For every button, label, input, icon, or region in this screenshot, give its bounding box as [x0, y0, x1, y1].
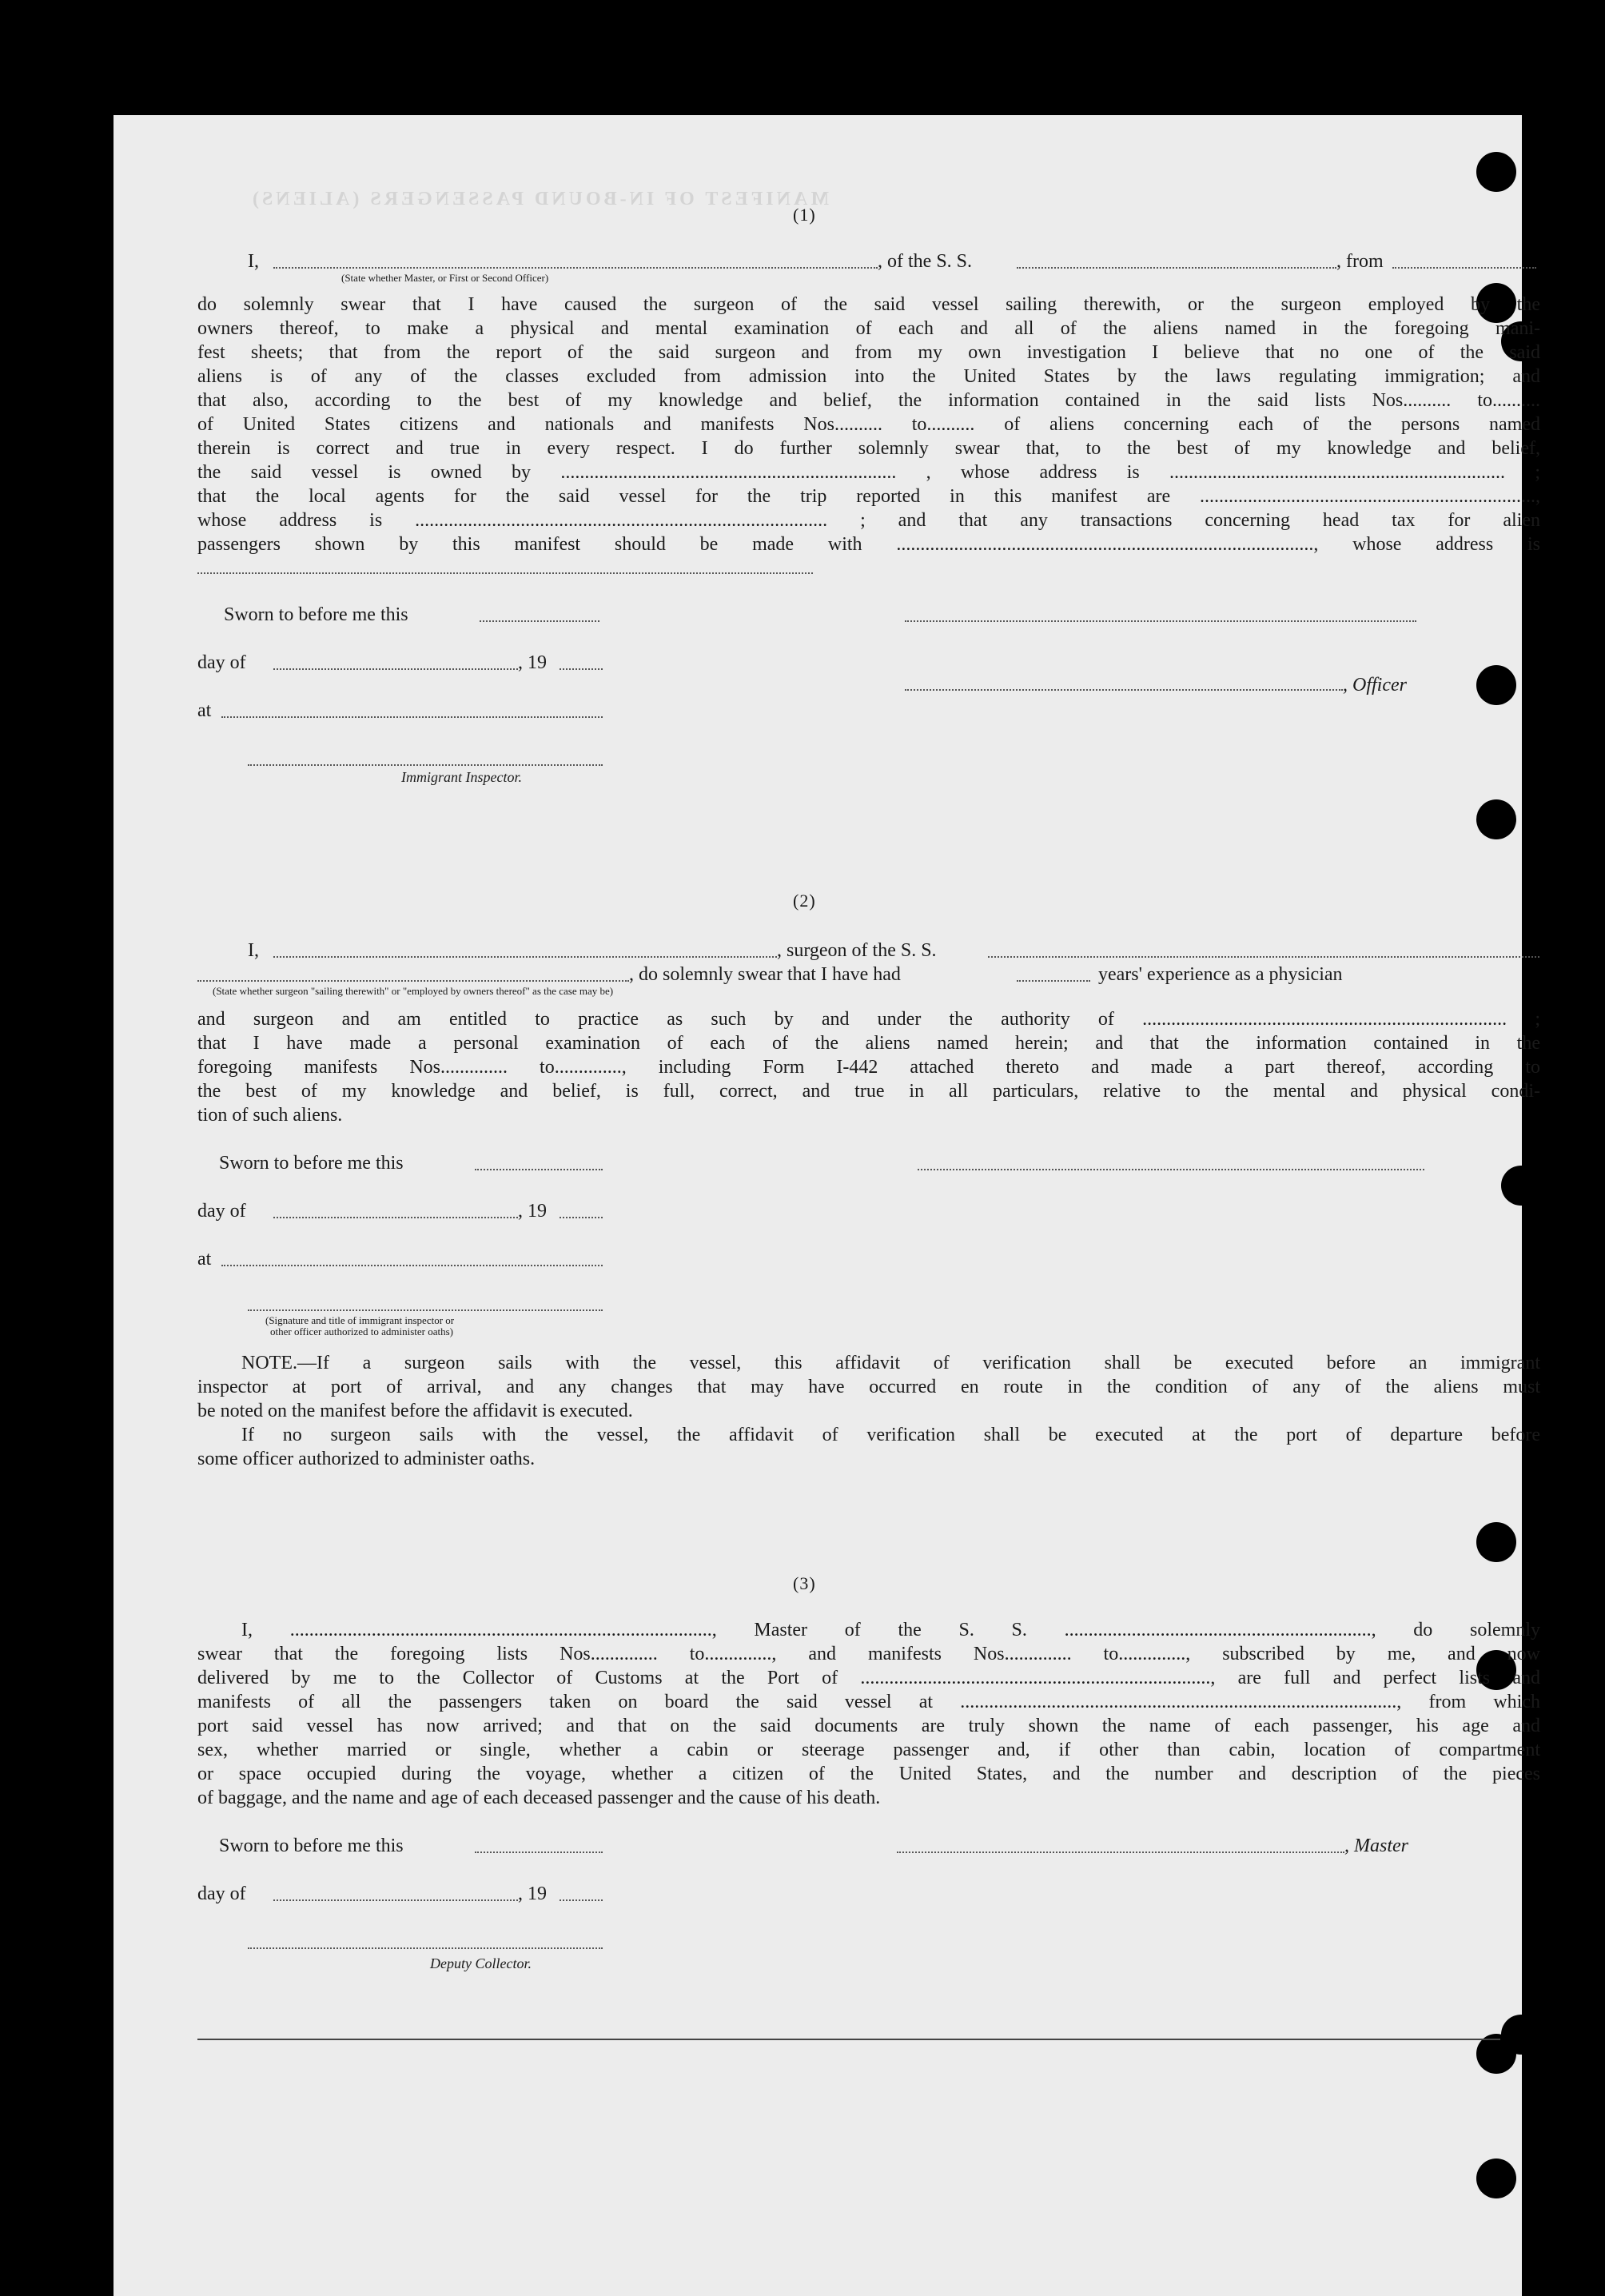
master-label: , Master	[1344, 1836, 1408, 1856]
deputy-collector-label: Deputy Collector.	[430, 1955, 532, 1971]
section-2-surgeon-of: , surgeon of the S. S.	[777, 940, 937, 961]
section-1-line: therein is correct and true in every respect. I do further solemnly swear that, to the best of my knowledge and belief,	[197, 438, 1540, 459]
surgeon-name-field[interactable]	[273, 956, 777, 958]
section-1-line: of United States citizens and nationals and manifests Nos.......... to.......... of aliens concerning each of the persons named	[197, 414, 1540, 435]
section-2-line: the best of my knowledge and belief, is full, correct, and true in all particulars, relative to the mental and physical condi-	[197, 1081, 1540, 1102]
section-2-i: I,	[248, 940, 259, 961]
section-3-line: swear that the foregoing lists Nos.............. to.............., and manifests Nos.............. to.............., subscribed by me, and now	[197, 1644, 1540, 1664]
section-1-line: owners thereof, to make a physical and mental examination of each and all of the aliens named in the foregoing mani-	[197, 318, 1540, 339]
officer-rank-field[interactable]	[273, 267, 878, 269]
punch-hole	[1501, 1166, 1541, 1206]
day-of-field[interactable]	[273, 1217, 518, 1218]
year-label: , 19	[518, 1201, 547, 1222]
inspector-signature-field[interactable]	[248, 1309, 603, 1311]
bleed-through-header: MANIFEST OF IN-BOUND PASSENGERS (ALIENS)	[249, 189, 829, 209]
section-3-line: or space occupied during the voyage, whether a citizen of the United States, and the number and description of the pieces	[197, 1764, 1540, 1784]
at-field[interactable]	[221, 1265, 603, 1266]
section-2-line: foregoing manifests Nos.............. to.............., including Form I-442 attached thereto and made a part thereof, according to	[197, 1057, 1540, 1078]
section-1-from: , from	[1336, 251, 1384, 272]
day-of-field[interactable]	[273, 1899, 518, 1901]
section-3-line: of baggage, and the name and age of each deceased passenger and the cause of his death.	[197, 1788, 881, 1808]
section-1-number: (1)	[793, 205, 816, 225]
form-page	[114, 115, 1540, 2296]
vessel-name-field[interactable]	[1017, 267, 1336, 269]
section-1-line: fest sheets; that from the report of the said surgeon and from my own investigation I believe that no one of the said	[197, 342, 1540, 363]
note-line: If no surgeon sails with the vessel, the affidavit of verification shall be executed at the port of departure before	[241, 1425, 1540, 1445]
note-line: inspector at port of arrival, and any changes that may have occurred en route in the condition of any of the aliens must	[197, 1377, 1540, 1397]
punch-hole	[1476, 2158, 1516, 2198]
section-1-line: passengers shown by this manifest should be made with ......................................................................................., whose address is	[197, 534, 1540, 555]
punch-hole	[1476, 799, 1516, 839]
day-of-label: day of	[197, 1201, 246, 1222]
signature-note: other officer authorized to administer oaths)	[270, 1325, 453, 1337]
note-line: some officer authorized to administer oaths.	[197, 1449, 536, 1469]
from-port-field[interactable]	[1392, 267, 1536, 269]
section-3-line: delivered by me to the Collector of Customs at the Port of ........................................................................., are full and perfect lists and	[197, 1668, 1540, 1688]
year-label: , 19	[518, 652, 547, 673]
sworn-day-field[interactable]	[475, 1169, 603, 1170]
sworn-day-field[interactable]	[475, 1852, 603, 1853]
section-1-line: that also, according to the best of my knowledge and belief, the information contained in the said lists Nos.......... to..........	[197, 390, 1540, 411]
officer-label: , Officer	[1343, 675, 1407, 696]
section-1-of-ss: , of the S. S.	[878, 251, 973, 272]
master-signature-field[interactable]	[897, 1852, 1344, 1853]
officer-signature-field[interactable]	[905, 620, 1416, 622]
collector-signature-field[interactable]	[248, 1947, 603, 1949]
years-experience-field[interactable]	[1017, 980, 1090, 982]
day-of-label: day of	[197, 652, 246, 673]
at-field[interactable]	[221, 716, 603, 718]
head-tax-address-field[interactable]	[197, 572, 813, 574]
section-3-number: (3)	[793, 1573, 816, 1593]
punch-hole	[1476, 152, 1516, 192]
section-3-line: sex, whether married or single, whether a cabin or steerage passenger and, if other than cabin, location of compartment	[197, 1740, 1540, 1760]
section-3-line: manifests of all the passengers taken on board the said vessel at ..........................................................................................., from which	[197, 1692, 1540, 1712]
section-1-line: that the local agents for the said vessel for the trip reported in this manifest are ......................................................................,	[197, 486, 1540, 507]
section-2-line: tion of such aliens.	[197, 1105, 343, 1126]
section-1-state-note: (State whether Master, or First or Second Officer)	[341, 272, 549, 284]
section-2-swear: , do solemnly swear that I have had	[629, 964, 901, 985]
surgeon-status-field[interactable]	[197, 980, 629, 982]
section-1-i: I,	[248, 251, 259, 272]
section-2-years: years' experience as a physician	[1098, 964, 1343, 985]
signature-note: (Signature and title of immigrant inspector or	[265, 1314, 455, 1326]
year-field[interactable]	[560, 668, 603, 670]
sworn-day-field[interactable]	[480, 620, 599, 622]
sworn-label: Sworn to before me this	[224, 604, 408, 625]
sworn-label: Sworn to before me this	[219, 1836, 404, 1856]
officer-title-field[interactable]	[905, 689, 1343, 691]
note-line: NOTE.—If a surgeon sails with the vessel, this affidavit of verification shall be executed before an immigrant	[241, 1353, 1540, 1373]
year-field[interactable]	[560, 1899, 603, 1901]
day-of-label: day of	[197, 1883, 246, 1904]
section-2-state-note: (State whether surgeon "sailing therewith" or "employed by owners thereof" as the case may be)	[213, 985, 614, 997]
day-of-field[interactable]	[273, 668, 518, 670]
bottom-rule	[197, 2039, 1500, 2040]
section-1-line: whose address is ...................................................................................... ; and that any transactions concerning head tax for alien	[197, 510, 1540, 531]
section-1-line: do solemnly swear that I have caused the surgeon of the said vessel sailing therewith, or the surgeon employed by the	[197, 294, 1540, 315]
immigrant-inspector-label: Immigrant Inspector.	[401, 769, 522, 785]
inspector-signature-field[interactable]	[248, 764, 603, 766]
punch-hole	[1476, 1522, 1516, 1562]
year-label: , 19	[518, 1883, 547, 1904]
section-2-number: (2)	[793, 891, 816, 911]
section-1-line: the said vessel is owned by ...................................................................... , whose address is ...................................................................... ;	[197, 462, 1540, 483]
punch-hole	[1476, 665, 1516, 705]
section-3-line: port said vessel has now arrived; and that on the said documents are truly shown the name of each passenger, his age and	[197, 1716, 1540, 1736]
surgeon-vessel-field[interactable]	[988, 956, 1539, 958]
section-2-line: and surgeon and am entitled to practice as such by and under the authority of ............................................................................ ;	[197, 1009, 1540, 1030]
section-2-line: that I have made a personal examination of each of the aliens named herein; and that the information contained in the	[197, 1033, 1540, 1054]
surgeon-signature-field[interactable]	[918, 1169, 1424, 1170]
note-line: be noted on the manifest before the affidavit is executed.	[197, 1401, 633, 1421]
sworn-label: Sworn to before me this	[219, 1153, 404, 1174]
section-3-line: I, ........................................................................................, Master of the S. S. ................................................................, do solemnly	[241, 1620, 1540, 1640]
at-label: at	[197, 700, 212, 721]
section-1-line: aliens is of any of the classes excluded from admission into the United States by the laws regulating immigration; and	[197, 366, 1540, 387]
at-label: at	[197, 1249, 212, 1270]
year-field[interactable]	[560, 1217, 603, 1218]
